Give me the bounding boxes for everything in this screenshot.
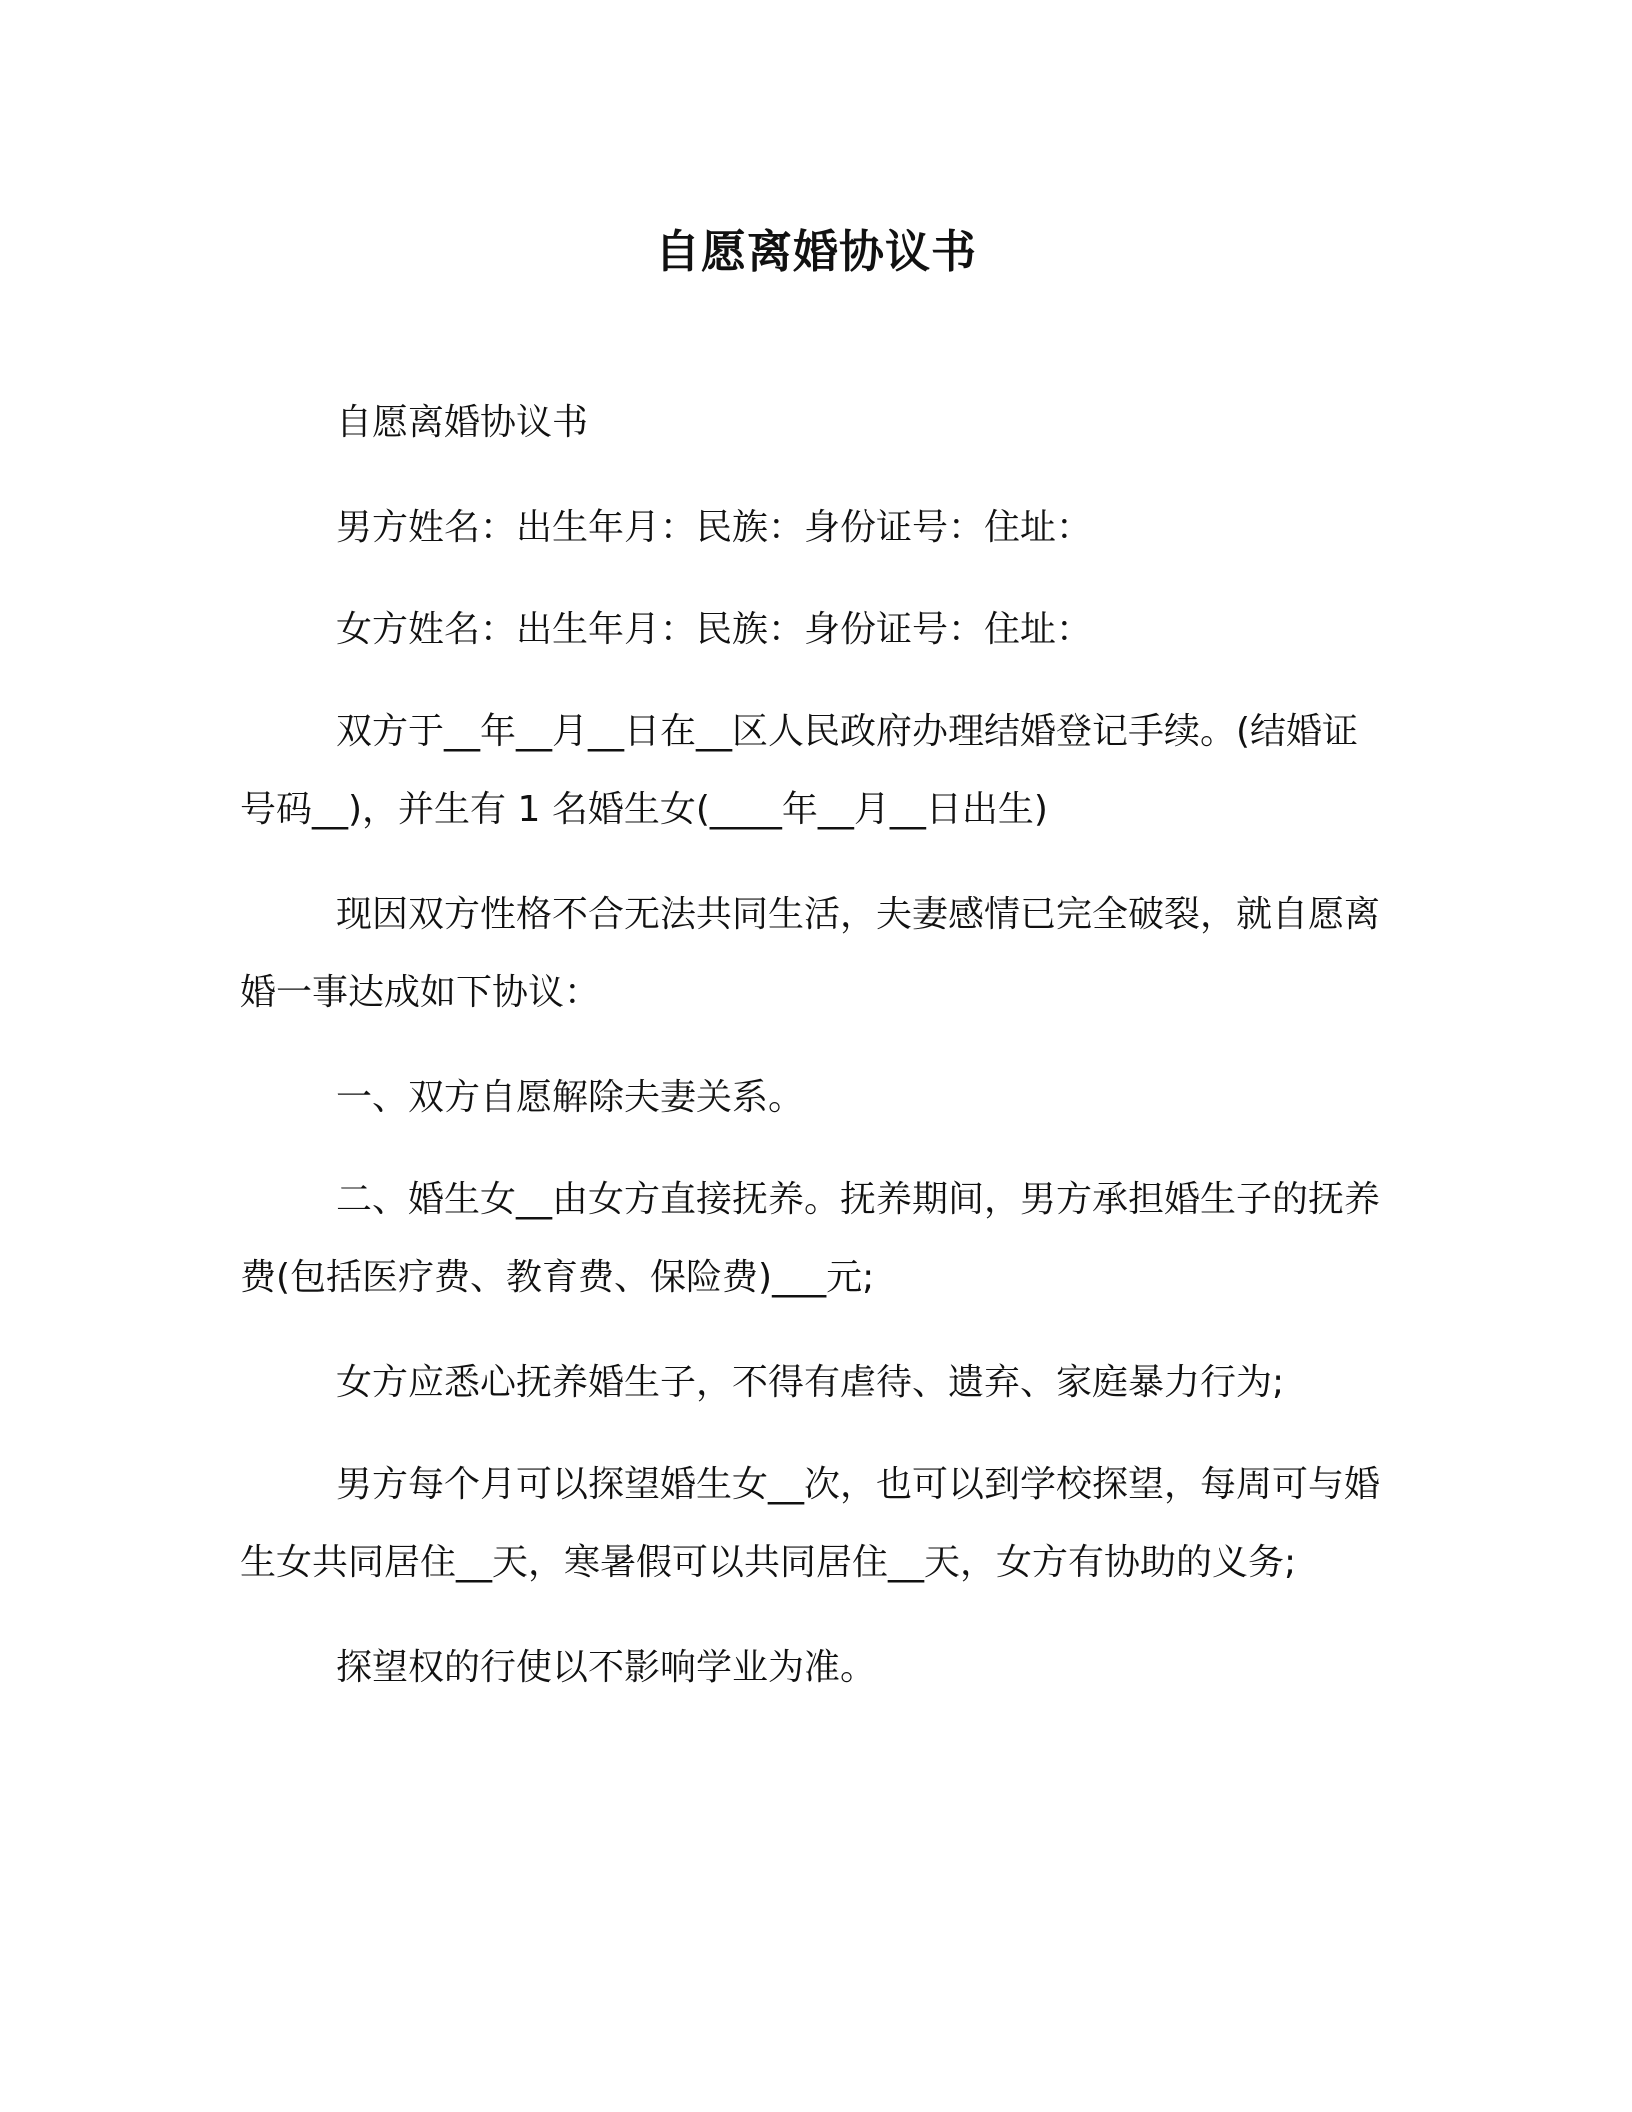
paragraph-male-info: 男方姓名：出生年月：民族：身份证号：住址：: [336, 507, 1093, 548]
paragraph-subtitle: 自愿离婚协议书: [336, 402, 589, 443]
paragraph-visitation: 男方每个月可以探望婚生女__次，也可以到学校探望，每周可与婚生女共同居住__天，寒暑假可以共同居住__天，女方有协助的义务;: [240, 1464, 1381, 1583]
paragraph-clause-one: 一、双方自愿解除夫妻关系。: [336, 1077, 805, 1118]
paragraph-clause-two: 二、婚生女__由女方直接抚养。抚养期间，男方承担婚生子的抚养费(包括医疗费、教育费、保险费)___元;: [240, 1179, 1381, 1298]
paragraph-registration: 双方于__年__月__日在__区人民政府办理结婚登记手续。(结婚证号码__)，并生有 1 名婚生女(____年__月__日出生): [240, 711, 1359, 830]
paragraph-visitation-rule: 探望权的行使以不影响学业为准。: [336, 1647, 877, 1688]
paragraph-female-info: 女方姓名：出生年月：民族：身份证号：住址：: [336, 609, 1093, 650]
document-title: 自愿离婚协议书: [654, 225, 977, 278]
paragraph-female-duty: 女方应悉心抚养婚生子，不得有虐待、遗弃、家庭暴力行为;: [336, 1362, 1285, 1403]
paragraph-reason: 现因双方性格不合无法共同生活，夫妻感情已完全破裂，就自愿离婚一事达成如下协议：: [240, 894, 1381, 1013]
